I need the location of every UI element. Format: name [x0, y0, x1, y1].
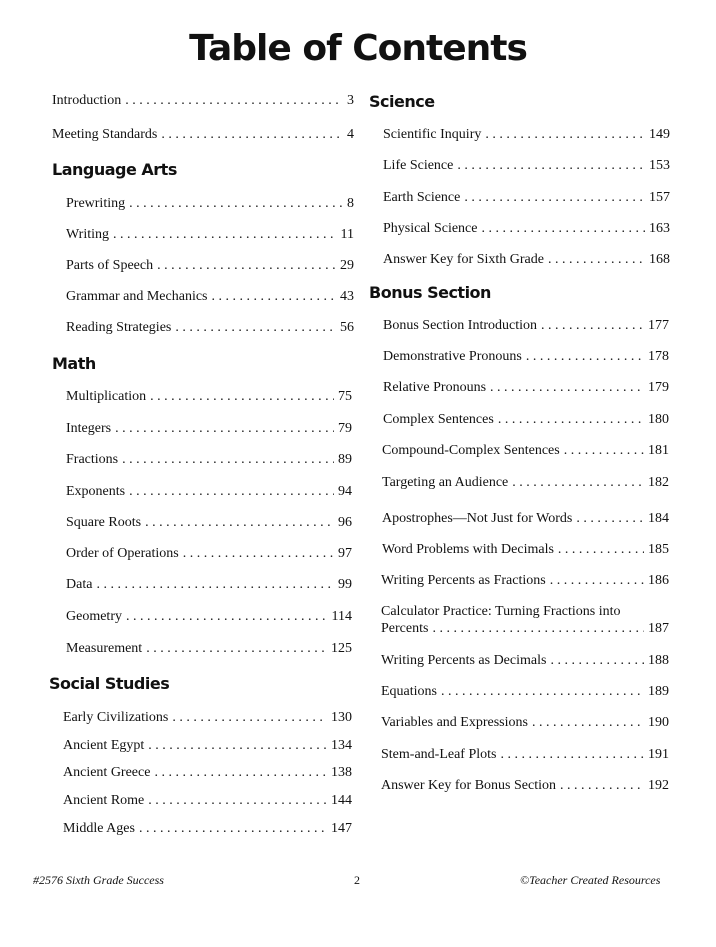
toc-entry-page: 182 — [648, 475, 669, 490]
toc-entry-page: 144 — [331, 793, 352, 808]
toc-entry-title: Early Civilizations — [63, 710, 169, 725]
toc-entry-page: 11 — [340, 227, 354, 242]
toc-entry-title: Physical Science — [383, 221, 478, 236]
toc-entry-page: 179 — [648, 380, 669, 395]
toc-entry-title: Compound-Complex Sentences — [382, 443, 560, 458]
toc-entry[interactable] — [382, 474, 669, 491]
toc-entry-page: 130 — [331, 710, 352, 725]
toc-entry-title: Prewriting — [66, 196, 126, 211]
toc-entry[interactable] — [66, 319, 354, 336]
toc-entry-title: Ancient Greece — [63, 765, 151, 780]
toc-entry[interactable] — [66, 195, 354, 212]
toc-entry-title: Writing Percents as Decimals — [381, 653, 547, 668]
toc-entry-title: Multiplication — [66, 389, 147, 404]
toc-entry-title: Writing — [66, 227, 109, 242]
section-heading-language-arts: Language Arts — [52, 160, 177, 179]
page-title: Table of Contents — [189, 28, 527, 69]
toc-entry-page: 177 — [648, 318, 669, 333]
toc-entry[interactable] — [381, 603, 669, 637]
toc-entry-title: Variables and Expressions — [381, 715, 528, 730]
toc-entry-title: Stem-and-Leaf Plots — [381, 747, 497, 762]
toc-entry-title: Relative Pronouns — [383, 380, 487, 395]
toc-entry[interactable] — [52, 126, 354, 143]
section-heading-bonus: Bonus Section — [369, 283, 491, 302]
toc-entry-title: Meeting Standards — [52, 127, 158, 142]
toc-entry[interactable] — [66, 388, 352, 405]
toc-entry[interactable] — [63, 764, 352, 781]
toc-entry[interactable] — [63, 820, 352, 837]
toc-entry-title: Integers — [66, 421, 112, 436]
toc-entry-page: 168 — [649, 252, 670, 267]
toc-entry-page: 125 — [331, 641, 352, 656]
toc-entry[interactable] — [66, 451, 352, 468]
toc-entry-title: Targeting an Audience — [382, 475, 509, 490]
toc-entry[interactable] — [63, 792, 352, 809]
toc-entry-title: Equations — [381, 684, 437, 699]
toc-entry[interactable] — [383, 317, 669, 334]
toc-entry-page: 149 — [649, 127, 670, 142]
toc-entry-page: 185 — [648, 542, 669, 557]
toc-entry-title: Answer Key for Bonus Section — [381, 778, 556, 793]
toc-entry-title: Bonus Section Introduction — [383, 318, 537, 333]
toc-entry-page: 188 — [648, 653, 669, 668]
section-heading-math: Math — [52, 354, 96, 373]
toc-entry-title: Scientific Inquiry — [383, 127, 482, 142]
toc-entry[interactable] — [381, 652, 669, 669]
toc-entry-page: 94 — [338, 484, 352, 499]
toc-entry-title: Exponents — [66, 484, 126, 499]
toc-entry-page: 189 — [648, 684, 669, 699]
toc-entry-title-cont: Percents — [381, 621, 429, 636]
toc-entry-title: Introduction — [52, 93, 122, 108]
toc-entry-title: Ancient Rome — [63, 793, 145, 808]
toc-entry[interactable] — [383, 348, 669, 365]
toc-entry[interactable] — [383, 189, 670, 206]
toc-entry-page: 184 — [648, 511, 669, 526]
toc-entry-page: 97 — [338, 546, 352, 561]
toc-entry[interactable] — [383, 157, 670, 174]
section-heading-social-studies: Social Studies — [49, 674, 170, 693]
toc-entry-page: 134 — [331, 738, 352, 753]
toc-entry-page: 180 — [648, 412, 669, 427]
toc-entry-title: Calculator Practice: Turning Fractions into — [381, 604, 621, 619]
toc-entry-title: Fractions — [66, 452, 119, 467]
toc-entry-page: 138 — [331, 765, 352, 780]
toc-entry-page: 178 — [648, 349, 669, 364]
toc-entry[interactable] — [381, 777, 669, 794]
toc-entry[interactable] — [66, 420, 352, 437]
toc-entry-title: Answer Key for Sixth Grade — [383, 252, 544, 267]
toc-entry-page: 29 — [340, 258, 354, 273]
toc-entry-title: Data — [66, 577, 93, 592]
toc-entry[interactable] — [66, 640, 352, 657]
toc-entry-title: Ancient Egypt — [63, 738, 145, 753]
toc-entry-page: 147 — [331, 821, 352, 836]
footer-page-number: 2 — [354, 873, 360, 887]
toc-entry-page: 96 — [338, 515, 352, 530]
toc-entry[interactable] — [381, 572, 669, 589]
toc-entry-title: Order of Operations — [66, 546, 179, 561]
toc-entry-page: 79 — [338, 421, 352, 436]
toc-entry-page: 192 — [648, 778, 669, 793]
footer-publisher: ©Teacher Created Resources — [520, 873, 661, 887]
footer-book-id: #2576 Sixth Grade Success — [33, 873, 164, 887]
toc-entry[interactable] — [66, 226, 354, 243]
toc-entry-title: Life Science — [383, 158, 454, 173]
toc-entry[interactable] — [383, 411, 669, 428]
toc-entry[interactable] — [66, 288, 354, 305]
toc-entry-page: 43 — [340, 289, 354, 304]
toc-entry-title: Measurement — [66, 641, 143, 656]
toc-entry-title: Square Roots — [66, 515, 142, 530]
toc-entry[interactable] — [66, 514, 352, 531]
toc-entry-title: Parts of Speech — [66, 258, 154, 273]
toc-entry[interactable] — [381, 683, 669, 700]
toc-entry[interactable] — [66, 576, 352, 593]
toc-entry[interactable] — [66, 545, 352, 562]
toc-entry-page: 56 — [340, 320, 354, 335]
section-heading-science: Science — [369, 92, 435, 111]
toc-entry[interactable] — [66, 257, 354, 274]
toc-entry-page: 8 — [347, 196, 354, 211]
toc-entry-title: Writing Percents as Fractions — [381, 573, 546, 588]
toc-entry[interactable] — [381, 714, 669, 731]
toc-entry[interactable] — [383, 251, 670, 268]
toc-entry-title: Word Problems with Decimals — [382, 542, 554, 557]
toc-entry-page: 99 — [338, 577, 352, 592]
toc-entry-title: Grammar and Mechanics — [66, 289, 208, 304]
toc-entry-title: Apostrophes—Not Just for Words — [382, 511, 573, 526]
toc-entry-page: 3 — [347, 93, 354, 108]
toc-entry-page: 89 — [338, 452, 352, 467]
toc-entry[interactable] — [382, 510, 669, 527]
toc-entry-title: Geometry — [66, 609, 122, 624]
toc-entry[interactable] — [66, 608, 352, 625]
toc-entry-title: Complex Sentences — [383, 412, 494, 427]
toc-entry[interactable] — [66, 483, 352, 500]
toc-entry[interactable] — [383, 126, 670, 143]
toc-entry-page: 153 — [649, 158, 670, 173]
toc-entry-title: Middle Ages — [63, 821, 135, 836]
toc-entry-page: 187 — [648, 621, 669, 636]
toc-entry-page: 114 — [331, 609, 352, 624]
toc-entry[interactable] — [383, 379, 669, 396]
toc-entry-title: Earth Science — [383, 190, 461, 205]
toc-entry[interactable] — [63, 709, 352, 726]
toc-entry[interactable] — [382, 541, 669, 558]
toc-entry-page: 191 — [648, 747, 669, 762]
toc-entry-page: 4 — [347, 127, 354, 142]
toc-entry[interactable] — [382, 442, 669, 459]
toc-entry-page: 181 — [648, 443, 669, 458]
toc-entry-page: 190 — [648, 715, 669, 730]
toc-entry-title: Reading Strategies — [66, 320, 172, 335]
toc-entry[interactable] — [63, 737, 352, 754]
toc-entry-page: 75 — [338, 389, 352, 404]
toc-entry-page: 186 — [648, 573, 669, 588]
toc-entry[interactable] — [383, 220, 670, 237]
toc-entry-page: 163 — [649, 221, 670, 236]
toc-entry[interactable] — [52, 92, 354, 109]
toc-entry-page: 157 — [649, 190, 670, 205]
toc-entry[interactable] — [381, 746, 669, 763]
toc-entry-title: Demonstrative Pronouns — [383, 349, 522, 364]
